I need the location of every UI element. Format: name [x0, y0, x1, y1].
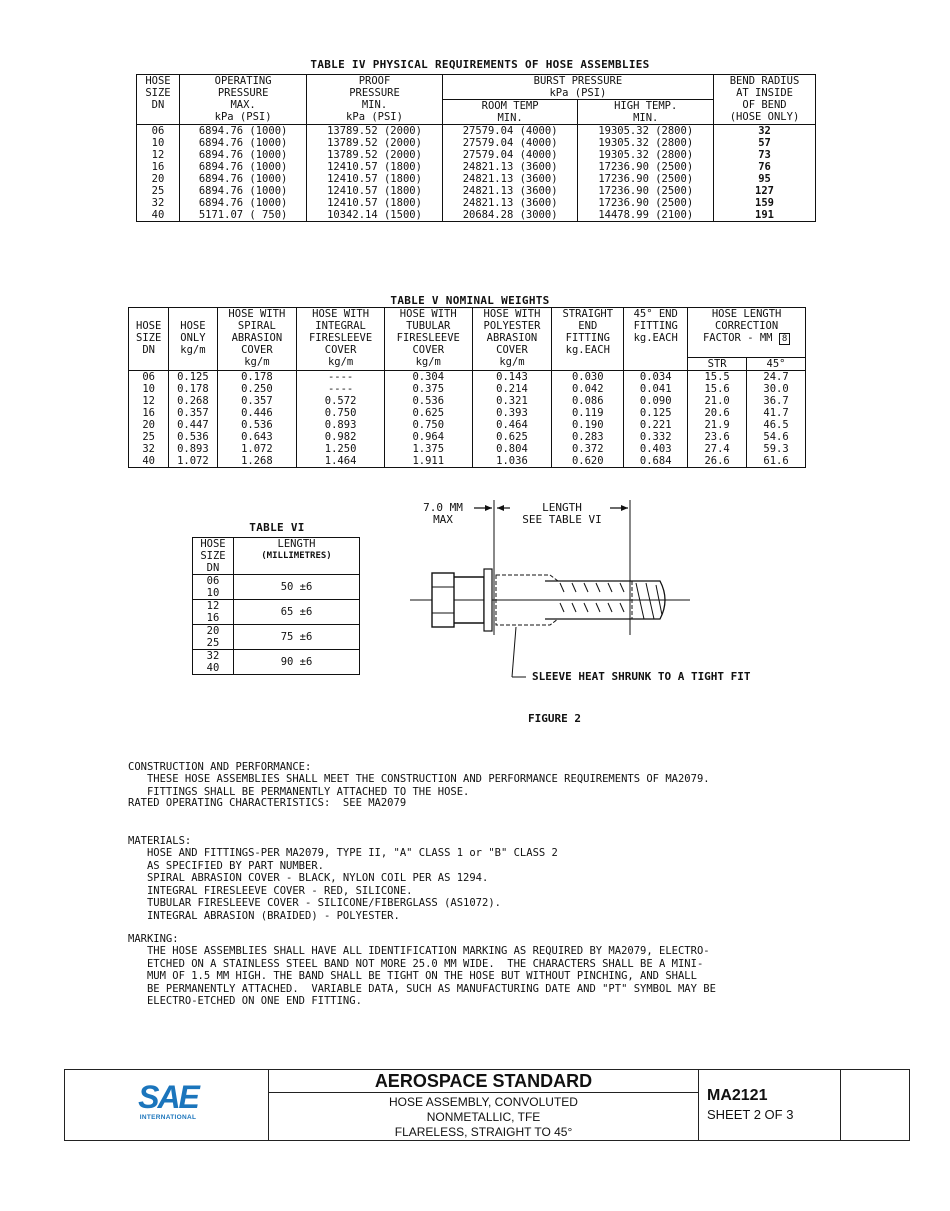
table-cell: 0.086 — [552, 395, 624, 407]
table-cell: 0.214 — [472, 383, 552, 395]
table-cell: 17236.90 (2500) — [578, 197, 714, 209]
hose-fitting-drawing — [400, 495, 700, 680]
table-cell: 1.268 — [217, 455, 297, 468]
doc-cell — [699, 1070, 841, 1140]
construction-section: CONSTRUCTION AND PERFORMANCE: THESE HOSE ASSEMBLIES SHALL MEET THE CONSTRUCTION AND PERFORMANCE REQUIREMENTS OF MA2079. FITTINGS SHALL BE PERMANENTLY ATTACHED TO THE HOSE. — [128, 760, 710, 798]
table6 — [192, 537, 360, 675]
table-cell: 1.250 — [297, 443, 385, 455]
table6-title: TABLE VI — [249, 521, 305, 534]
table-cell: 5171.07 ( 750) — [180, 209, 307, 222]
table-row — [137, 173, 816, 185]
t5-correction-header: HOSE LENGTH CORRECTION FACTOR - MM 8 — [688, 308, 806, 358]
table-cell: 46.5 — [747, 419, 806, 431]
table-cell: 20684.28 (3000) — [442, 209, 578, 222]
table-cell: 21.0 — [688, 395, 747, 407]
table-cell: 20 — [129, 419, 169, 431]
table-row — [129, 371, 806, 384]
table-cell: 15.6 — [688, 383, 747, 395]
t5-spiral-header: HOSE WITH SPIRAL ABRASION COVER kg/m — [217, 308, 297, 371]
table-cell: 0.625 — [384, 407, 472, 419]
table-cell: 73 — [714, 149, 816, 161]
table-cell: 16 — [129, 407, 169, 419]
table-cell: 21.9 — [688, 419, 747, 431]
table-row — [137, 149, 816, 161]
table-cell: 0.125 — [624, 407, 688, 419]
t4-operating-header: OPERATING PRESSURE MAX. kPa (PSI) — [180, 75, 307, 125]
t5-45-header: 45° — [747, 358, 806, 371]
table-cell: 19305.32 (2800) — [578, 137, 714, 149]
table-cell: 0.804 — [472, 443, 552, 455]
table-cell: 36.7 — [747, 395, 806, 407]
table-row — [129, 419, 806, 431]
table-cell: 24821.13 (3600) — [442, 173, 578, 185]
table-cell: 0.125 — [169, 371, 217, 384]
figure-max-label: 7.0 MM MAX — [423, 501, 463, 526]
note-flag: 8 — [779, 333, 790, 345]
table-row — [137, 209, 816, 222]
rated-section: RATED OPERATING CHARACTERISTICS: SEE MA2079 — [128, 797, 407, 809]
table-cell: 10 — [129, 383, 169, 395]
table-cell: 0.041 — [624, 383, 688, 395]
table5 — [128, 307, 806, 468]
table-cell: 40 — [137, 209, 180, 222]
sheet-number: SHEET 2 OF 3 — [707, 1107, 794, 1122]
table4-title: TABLE IV PHYSICAL REQUIREMENTS OF HOSE ASSEMBLIES — [310, 58, 650, 71]
table-row — [137, 137, 816, 149]
table-cell: 0.321 — [472, 395, 552, 407]
table-cell: 0.643 — [217, 431, 297, 443]
table-cell: 26.6 — [688, 455, 747, 468]
table-cell: 0.964 — [384, 431, 472, 443]
table-row — [193, 650, 360, 675]
table-cell: 0.030 — [552, 371, 624, 384]
table-cell: 0.283 — [552, 431, 624, 443]
table-cell: 23.6 — [688, 431, 747, 443]
table-cell: 61.6 — [747, 455, 806, 468]
table-cell: ---- — [297, 371, 385, 384]
length-cell: 90 ±6 — [234, 650, 360, 675]
table-cell: 32 — [137, 197, 180, 209]
table-cell: 0.750 — [297, 407, 385, 419]
table-cell: 0.143 — [472, 371, 552, 384]
description: HOSE ASSEMBLY, CONVOLUTED NONMETALLIC, TFE FLARELESS, STRAIGHT TO 45° — [389, 1095, 578, 1139]
table-row — [129, 407, 806, 419]
table-cell: ---- — [297, 383, 385, 395]
figure-sleeve-label: SLEEVE HEAT SHRUNK TO A TIGHT FIT — [532, 670, 751, 683]
t6-size-header: HOSE SIZE DN — [193, 538, 234, 575]
table-cell: 0.375 — [384, 383, 472, 395]
size-cell: 32 40 — [193, 650, 234, 675]
table-cell: 06 — [129, 371, 169, 384]
table-cell: 17236.90 (2500) — [578, 185, 714, 197]
table-cell: 0.332 — [624, 431, 688, 443]
table-cell: 40 — [129, 455, 169, 468]
table-row — [129, 455, 806, 468]
table-cell: 1.375 — [384, 443, 472, 455]
table-cell: 0.304 — [384, 371, 472, 384]
table-cell: 6894.76 (1000) — [180, 185, 307, 197]
t5-polyester-header: HOSE WITH POLYESTER ABRASION COVER kg/m — [472, 308, 552, 371]
table-cell: 191 — [714, 209, 816, 222]
table-cell: 57 — [714, 137, 816, 149]
figure-length-label: LENGTH SEE TABLE VI — [522, 501, 602, 526]
table-cell: 14478.99 (2100) — [578, 209, 714, 222]
table-cell: 17236.90 (2500) — [578, 161, 714, 173]
table-cell: 20.6 — [688, 407, 747, 419]
table-cell: 27579.04 (4000) — [442, 137, 578, 149]
table-cell: 27.4 — [688, 443, 747, 455]
table-cell: 13789.52 (2000) — [307, 149, 443, 161]
table-cell: 12410.57 (1800) — [307, 185, 443, 197]
table-cell: 0.178 — [169, 383, 217, 395]
table-cell: 0.250 — [217, 383, 297, 395]
table-row — [129, 395, 806, 407]
materials-section: MATERIALS: HOSE AND FITTINGS-PER MA2079, TYPE II, "A" CLASS 1 or "B" CLASS 2 AS SPECIFIED BY PART NUMBER. SPIRAL ABRASION COVER - BLACK, NYLON COIL PER AS 1294. INTEGRAL FIRESLEEVE COVER - RED, SILICONE. TUBULAR FIRESLEEVE COVER - SILICONE/FIBERGLASS (AS1072). INTEGRAL ABRASION (BRAIDED) - POLYESTER. — [128, 834, 558, 922]
table-cell: 12 — [137, 149, 180, 161]
doc-number: MA2121 — [707, 1087, 768, 1104]
table-row — [137, 125, 816, 138]
table-cell: 41.7 — [747, 407, 806, 419]
table-cell: 0.572 — [297, 395, 385, 407]
t4-proof-header: PROOF PRESSURE MIN. kPa (PSI) — [307, 75, 443, 125]
table-row — [129, 431, 806, 443]
table-cell: 6894.76 (1000) — [180, 173, 307, 185]
table-row — [137, 197, 816, 209]
t5-size-header: HOSE SIZE DN — [129, 308, 169, 371]
table-row — [129, 383, 806, 395]
table-cell: 15.5 — [688, 371, 747, 384]
table-cell: 06 — [137, 125, 180, 138]
table-cell: 0.357 — [169, 407, 217, 419]
table-cell: 1.911 — [384, 455, 472, 468]
t4-burst-header: BURST PRESSURE kPa (PSI) — [442, 75, 713, 100]
table-cell: 0.221 — [624, 419, 688, 431]
table-cell: 1.464 — [297, 455, 385, 468]
table-cell: 6894.76 (1000) — [180, 161, 307, 173]
table-cell: 0.403 — [624, 443, 688, 455]
table-cell: 59.3 — [747, 443, 806, 455]
table-cell: 0.393 — [472, 407, 552, 419]
t6-length-header: LENGTH (MILLIMETRES) — [234, 538, 360, 575]
table-cell: 1.072 — [169, 455, 217, 468]
table-cell: 0.982 — [297, 431, 385, 443]
table-row — [129, 443, 806, 455]
table-cell: 127 — [714, 185, 816, 197]
t4-room-header: ROOM TEMP MIN. — [442, 100, 578, 125]
table-cell: 76 — [714, 161, 816, 173]
table-cell: 12410.57 (1800) — [307, 197, 443, 209]
table-cell: 0.750 — [384, 419, 472, 431]
table-cell: 12 — [129, 395, 169, 407]
table-cell: 6894.76 (1000) — [180, 197, 307, 209]
size-cell: 20 25 — [193, 625, 234, 650]
table-cell: 6894.76 (1000) — [180, 125, 307, 138]
t4-high-header: HIGH TEMP. MIN. — [578, 100, 714, 125]
table-cell: 0.190 — [552, 419, 624, 431]
table-cell: 0.034 — [624, 371, 688, 384]
table-cell: 16 — [137, 161, 180, 173]
table-cell: 20 — [137, 173, 180, 185]
length-cell: 75 ±6 — [234, 625, 360, 650]
table-cell: 0.042 — [552, 383, 624, 395]
sae-logo: SAE INTERNATIONAL — [138, 1079, 198, 1121]
table-cell: 19305.32 (2800) — [578, 125, 714, 138]
table-cell: 0.372 — [552, 443, 624, 455]
heading: AEROSPACE STANDARD — [269, 1070, 698, 1093]
table-row — [193, 625, 360, 650]
table-cell: 0.464 — [472, 419, 552, 431]
table4 — [136, 74, 816, 222]
length-cell: 65 ±6 — [234, 600, 360, 625]
table-cell: 30.0 — [747, 383, 806, 395]
table-row — [193, 575, 360, 600]
t5-only-header: HOSE ONLY kg/m — [169, 308, 217, 371]
table-cell: 27579.04 (4000) — [442, 149, 578, 161]
t5-integral-header: HOSE WITH INTEGRAL FIRESLEEVE COVER kg/m — [297, 308, 385, 371]
length-cell: 50 ±6 — [234, 575, 360, 600]
table-cell: 0.625 — [472, 431, 552, 443]
marking-section: MARKING: THE HOSE ASSEMBLIES SHALL HAVE ALL IDENTIFICATION MARKING AS REQUIRED BY MA2079, ELECTRO- ETCHED ON A STAINLESS STEEL BAND NOT MORE 25.0 MM WIDE. THE CHARACTERS SHALL BE A MINI- MUM OF 1.5 MM HIGH. THE BAND SHALL BE TIGHT ON THE HOSE BUT WITHOUT PINCHING, AND SHALL BE PERMANENTLY ATTACHED. VARIABLE DATA, SUCH AS MANUFACTURING DATE AND "PT" SYMBOL MAY BE ELECTRO-ETCHED ON ONE END FITTING. — [128, 932, 716, 1007]
table-cell: 12410.57 (1800) — [307, 173, 443, 185]
table-cell: 0.446 — [217, 407, 297, 419]
table-cell: 27579.04 (4000) — [442, 125, 578, 138]
description-cell — [269, 1070, 699, 1140]
title-block — [64, 1069, 910, 1141]
table-cell: 6894.76 (1000) — [180, 149, 307, 161]
table-cell: 0.090 — [624, 395, 688, 407]
table-cell: 25 — [137, 185, 180, 197]
table-cell: 95 — [714, 173, 816, 185]
logo-cell — [65, 1070, 269, 1140]
table-cell: 10 — [137, 137, 180, 149]
table-cell: 0.119 — [552, 407, 624, 419]
table-cell: 0.536 — [169, 431, 217, 443]
table-cell: 1.072 — [217, 443, 297, 455]
table-cell: 54.6 — [747, 431, 806, 443]
table-cell: 0.536 — [217, 419, 297, 431]
table-cell: 1.036 — [472, 455, 552, 468]
table-cell: 17236.90 (2500) — [578, 173, 714, 185]
table-row — [193, 600, 360, 625]
table-cell: 24821.13 (3600) — [442, 185, 578, 197]
table-cell: 24821.13 (3600) — [442, 197, 578, 209]
table-cell: 19305.32 (2800) — [578, 149, 714, 161]
figure-caption: FIGURE 2 — [528, 712, 581, 725]
table-cell: 0.447 — [169, 419, 217, 431]
t5-fitting45-header: 45° END FITTING kg.EACH — [624, 308, 688, 371]
table-row — [137, 161, 816, 173]
table-cell: 0.684 — [624, 455, 688, 468]
t5-str-header: STR — [688, 358, 747, 371]
size-cell: 12 16 — [193, 600, 234, 625]
size-cell: 06 10 — [193, 575, 234, 600]
t4-size-header: HOSE SIZE DN — [137, 75, 180, 125]
table-cell: 0.620 — [552, 455, 624, 468]
table-cell: 10342.14 (1500) — [307, 209, 443, 222]
table-cell: 0.893 — [297, 419, 385, 431]
table5-title: TABLE V NOMINAL WEIGHTS — [390, 294, 550, 307]
table-cell: 0.178 — [217, 371, 297, 384]
table-cell: 24.7 — [747, 371, 806, 384]
table-cell: 32 — [129, 443, 169, 455]
t4-bend-header: BEND RADIUS AT INSIDE OF BEND (HOSE ONLY) — [714, 75, 816, 125]
t5-straight-header: STRAIGHT END FITTING kg.EACH — [552, 308, 624, 371]
table-row — [137, 185, 816, 197]
table-cell: 12410.57 (1800) — [307, 161, 443, 173]
table-cell: 0.536 — [384, 395, 472, 407]
table-cell: 159 — [714, 197, 816, 209]
table-cell: 13789.52 (2000) — [307, 137, 443, 149]
table-cell: 25 — [129, 431, 169, 443]
table-cell: 0.893 — [169, 443, 217, 455]
table-cell: 6894.76 (1000) — [180, 137, 307, 149]
table-cell: 0.357 — [217, 395, 297, 407]
table-cell: 32 — [714, 125, 816, 138]
t5-tubular-header: HOSE WITH TUBULAR FIRESLEEVE COVER kg/m — [384, 308, 472, 371]
table-cell: 24821.13 (3600) — [442, 161, 578, 173]
table-cell: 13789.52 (2000) — [307, 125, 443, 138]
table-cell: 0.268 — [169, 395, 217, 407]
